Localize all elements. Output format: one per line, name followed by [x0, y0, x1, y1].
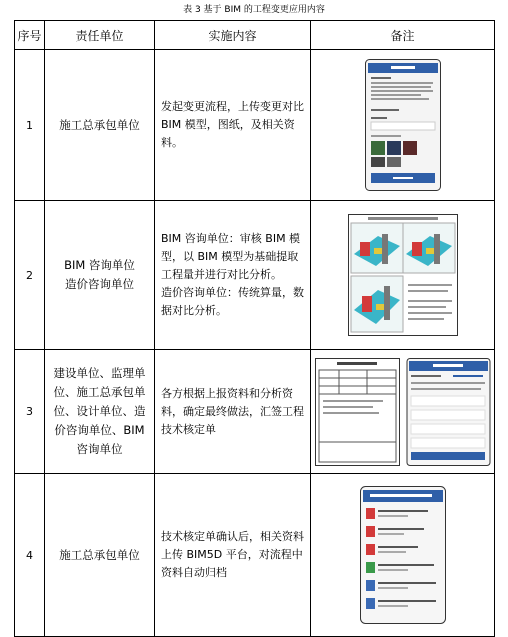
table-row: [15, 201, 495, 350]
bim5d-archive-phone-image: [360, 486, 446, 624]
row-impl: 发起变更流程，上传变更对比 BIM 模型，图纸，及相关资料。: [155, 50, 311, 201]
header-no: 序号: [15, 21, 45, 50]
table-caption: 表 3 基于 BIM 的工程变更应用内容: [183, 5, 325, 15]
table-row: [15, 50, 495, 201]
row-unit: 施工总承包单位: [45, 474, 155, 637]
change-application-table: [14, 20, 495, 637]
row-unit: BIM 咨询单位 造价咨询单位: [45, 201, 155, 350]
row-impl: BIM 咨询单位：审核 BIM 模型，以 BIM 模型为基础提取工程量并进行对比分析。 造价咨询单位：传统算量，数据对比分析。: [155, 201, 311, 350]
row-no: 3: [15, 350, 45, 474]
header-impl: 实施内容: [155, 21, 311, 50]
row-note: [311, 201, 495, 350]
table-row: [15, 350, 495, 474]
row-impl: 各方根据上报资料和分析资料，确定最终做法，汇签工程技术核定单: [155, 350, 311, 474]
technical-approval-form-image: [315, 358, 491, 466]
header-row: [15, 21, 495, 50]
header-unit: 责任单位: [45, 21, 155, 50]
row-unit: 施工总承包单位: [45, 50, 155, 201]
row-note: [311, 474, 495, 637]
table-row: [15, 474, 495, 637]
row-unit: 建设单位、监理单位、施工总承包单位、设计单位、造价咨询单位、BIM 咨询单位: [45, 350, 155, 474]
row-impl: 技术核定单确认后，相关资料上传 BIM5D 平台，对流程中资料自动归档: [155, 474, 311, 637]
row-no: 1: [15, 50, 45, 201]
row-no: 2: [15, 201, 45, 350]
header-note: 备注: [311, 21, 495, 50]
row-note: [311, 350, 495, 474]
phone-change-form-image: [365, 59, 441, 191]
row-no: 4: [15, 474, 45, 637]
row-note: [311, 50, 495, 201]
bim-model-comparison-image: [348, 214, 458, 336]
